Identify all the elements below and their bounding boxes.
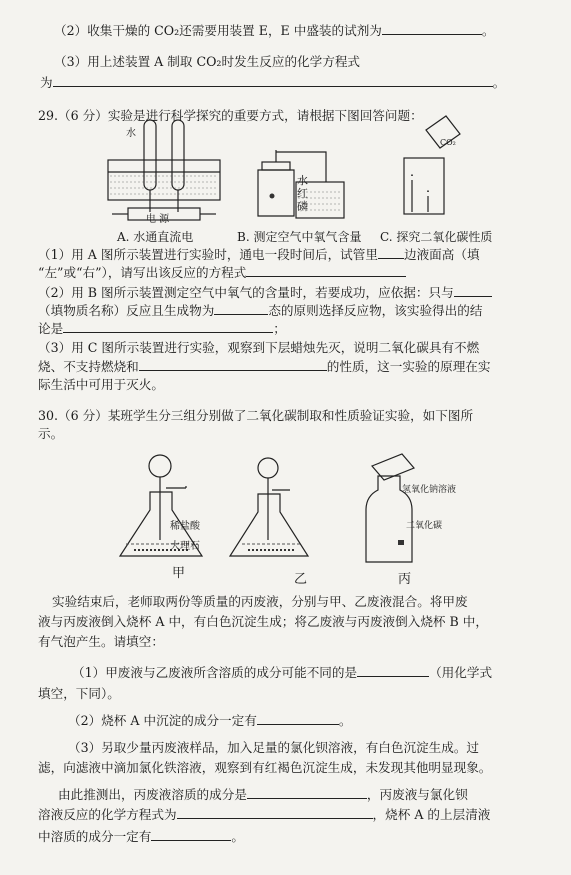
figure-yi-caption: 乙: [294, 572, 308, 587]
co2-label: 二氧化碳: [406, 521, 443, 531]
figure-b-water-label: 水: [297, 174, 308, 187]
answer-blank[interactable]: [177, 806, 373, 819]
answer-blank[interactable]: [257, 712, 339, 725]
marble-label: 大理石: [170, 541, 200, 552]
flask-yi: [230, 458, 308, 556]
q29-part3-line1: （3）用 C 图所示装置进行实验，观察到下层蜡烛先灭，说明二氧化碳具有不燃: [38, 340, 480, 355]
q30-sub3-line2: 滤，向滤液中滴加氯化铁溶液，观察到有红褐色沉淀生成，未发现其他明显现象。: [38, 760, 492, 775]
figure-b-caption: B. 测定空气中氧气含量: [237, 230, 362, 244]
figure-a-water-label: 水: [126, 128, 136, 139]
q30-title-line2: 示。: [38, 426, 64, 441]
answer-blank[interactable]: [247, 786, 367, 799]
q30-body-line2: 液与丙废液倒入烧杯 A 中，有白色沉淀生成；将乙废液与丙废液倒入烧杯 B 中，: [38, 614, 488, 629]
figure-c-caption: C. 探究二氧化碳性质: [380, 230, 493, 244]
figure-a-caption: A. 水通直流电: [117, 230, 194, 244]
q30-title-line1: 30.（6 分）某班学生分三组分别做了二氧化碳制取和性质验证实验，如下图所: [38, 408, 474, 423]
q29-title: 29.（6 分）实验是进行科学探究的重要方式，请根据下图回答问题：: [38, 108, 423, 123]
q28-part2: （2）收集干燥的 CO₂还需要用装置 E，E 中盛装的试剂为 。: [54, 23, 495, 38]
figure-bing-caption: 丙: [398, 572, 412, 587]
q29-part2-line2: （填物质名称）反应且生成物为 态的原则选择反应物，该实验得出的结: [38, 303, 483, 318]
q30-conclusion-line1: 由此推测出，丙废液溶质的成分是 ，丙废液与氯化钡: [58, 787, 468, 802]
figure-jia-caption: 甲: [172, 566, 186, 581]
q29-part3-line2: 烧、不支持燃烧和 的性质，这一实验的原理在实: [38, 359, 491, 374]
q29-part2-line3: 论是 ；: [38, 321, 286, 336]
q29-part1-line2: “左”或“右”），请写出该反应的方程式: [38, 264, 406, 281]
q28-part3-answer: 为 。: [40, 75, 506, 90]
q30-body-line3: 有气泡产生。请填空：: [38, 634, 164, 649]
q29-part2-line1: （2）用 B 图所示装置测定空气中氧气的含量时，若要成功，应依据：只与: [38, 284, 492, 301]
q30-sub3-line1: （3）另取少量丙废液样品，加入足量的氯化钡溶液，有白色沉淀生成。过: [68, 740, 480, 755]
q30-sub2: （2）烧杯 A 中沉淀的成分一定有 。: [68, 713, 352, 728]
figure-c-gas-label: CO₂: [440, 138, 456, 147]
q30-conclusion-line2: 溶液反应的化学方程式为 ，烧杯 A 的上层清液: [38, 807, 491, 822]
figure-b-red-label: 红: [297, 187, 308, 200]
q30-body-line1: 实验结束后，老师取两份等质量的丙废液，分别与甲、乙废液混合。将甲废: [52, 594, 468, 609]
q28-part3-text: （3）用上述装置 A 制取 CO₂时发生反应的化学方程式: [54, 54, 361, 69]
naoh-solution-label: 氢氧化钠溶液: [402, 485, 457, 495]
q29-part3-line3: 际生活中可用于灭火。: [38, 377, 164, 392]
q30-conclusion-line3: 中溶质的成分一定有 。: [38, 829, 244, 844]
answer-blank[interactable]: [357, 664, 429, 677]
figure-a-power-label: 电 源: [146, 214, 170, 225]
q28-part2-text: （2）收集干燥的 CO₂还需要用装置 E，E 中盛装的试剂为: [54, 23, 382, 38]
answer-blank[interactable]: [151, 828, 231, 841]
acid-label: 稀盐酸: [170, 521, 200, 532]
bottle-bing: [366, 454, 414, 562]
q30-sub1-line2: 填空，下同）。: [38, 686, 120, 701]
q30-sub1-line1: （1）甲废液与乙废液所含溶质的成分可能不同的是 （用化学式: [72, 665, 493, 680]
figure-b-phosphorus-label: 磷: [297, 200, 308, 213]
q29-part1-line1: （1）用 A 图所示装置进行实验时，通电一段时间后，试管里 边液面高（填: [38, 247, 480, 262]
